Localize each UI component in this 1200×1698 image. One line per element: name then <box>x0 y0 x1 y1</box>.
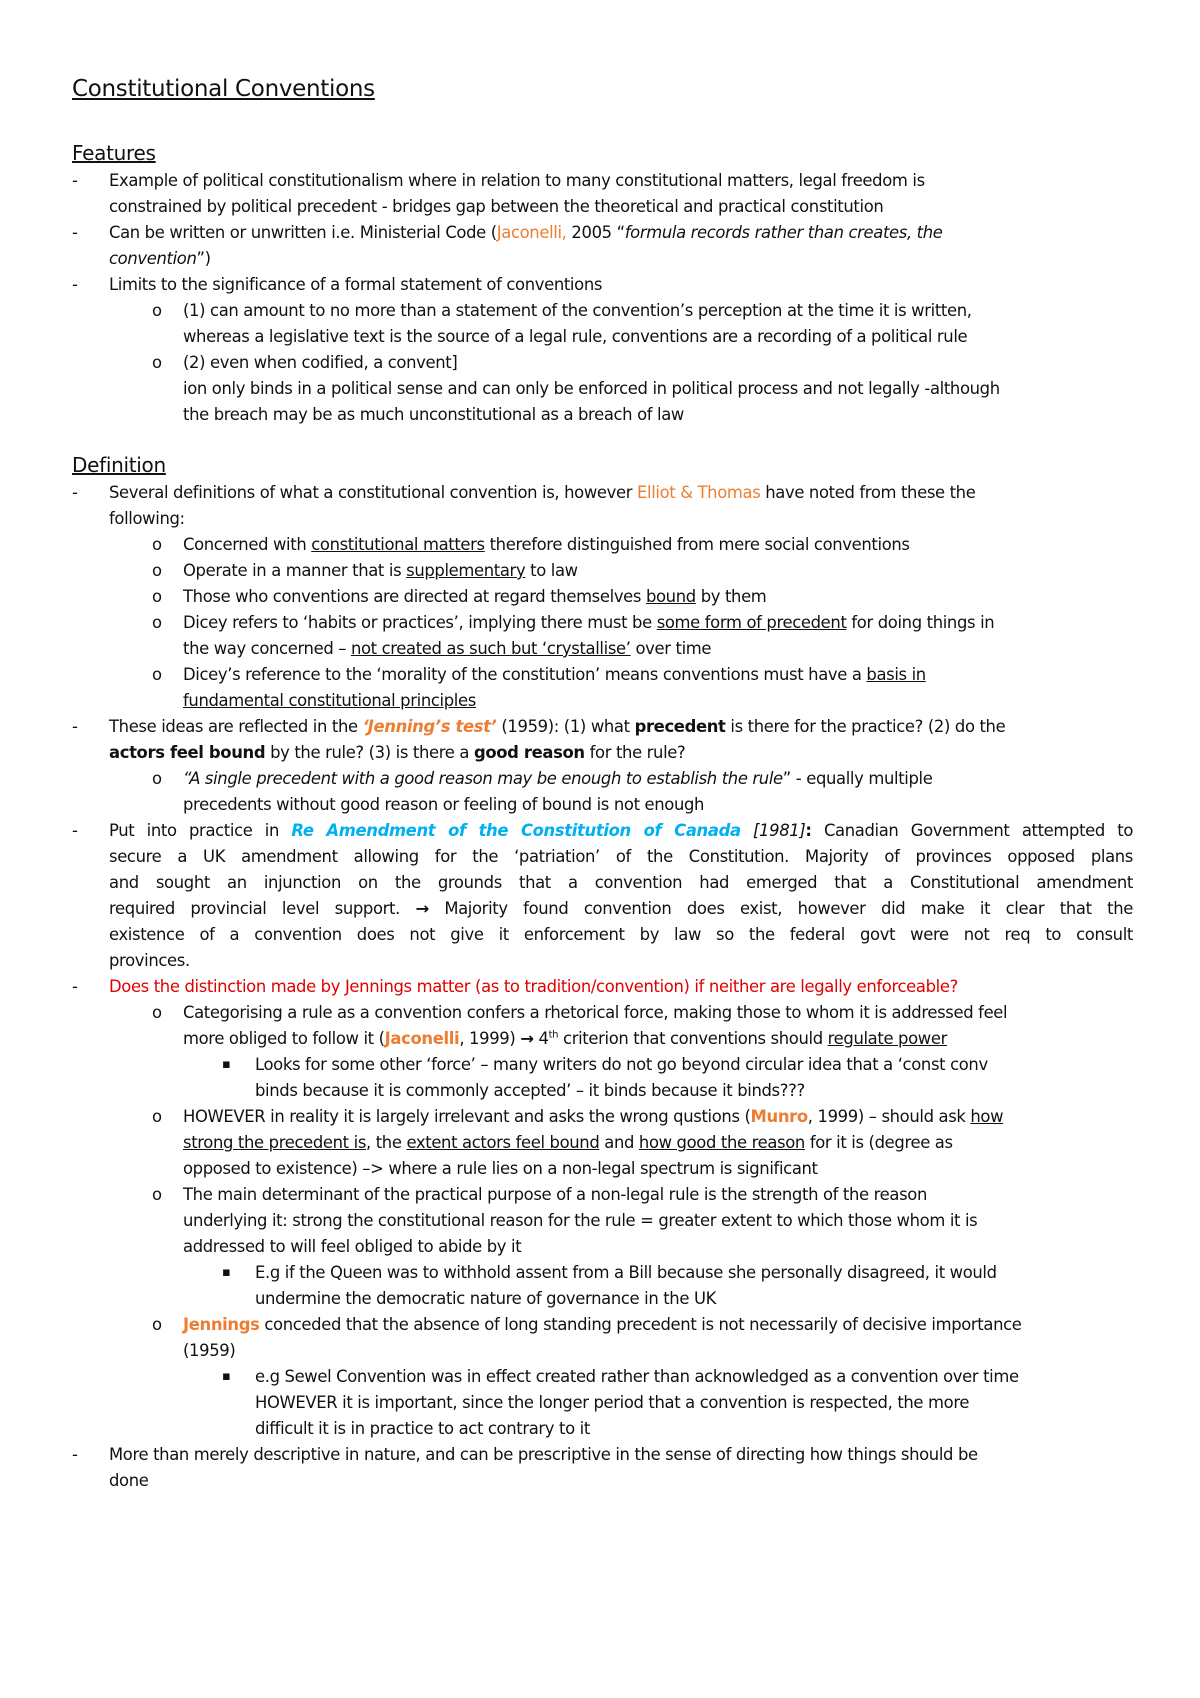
definition-point-2-sub-line-1: “A single precedent with a good reason may be enough to establish the rule” - equally multiple <box>183 769 933 788</box>
circle-bullet: o <box>152 301 163 320</box>
definition-point-3-line-5: existence of a convention does not give it enforcement by law so the federal govt were not req to consult <box>109 925 1133 944</box>
dash-bullet: - <box>72 483 78 502</box>
question-sub-1-square-line-1: Looks for some other ‘force’ – many writers do not go beyond circular idea that a ‘const conv <box>255 1055 988 1074</box>
jennings-test-label: ‘Jenning’s test’ <box>362 717 497 736</box>
features-sub-1-line-1: (1) can amount to no more than a statement of the convention’s perception at the time it is written, <box>183 301 972 320</box>
question-sub-4-line-1: Jennings conceded that the absence of long standing precedent is not necessarily of decisive importance <box>183 1315 1022 1334</box>
question-sub-3-line-1: The main determinant of the practical purpose of a non-legal rule is the strength of the reason <box>183 1185 927 1204</box>
features-heading: Features <box>72 141 156 165</box>
square-bullet: ▪ <box>222 1057 231 1072</box>
definition-point-2-sub-line-2: precedents without good reason or feeling of bound is not enough <box>183 795 705 814</box>
features-point-1-line-1: Example of political constitutionalism where in relation to many constitutional matters, legal freedom is <box>109 171 925 190</box>
definition-point-2-line-2: actors feel bound by the rule? (3) is there a good reason for the rule? <box>109 743 686 762</box>
definition-point-1-line-1: Several definitions of what a constitutional convention is, however Elliot & Thomas have noted from these the <box>109 483 976 502</box>
circle-bullet: o <box>152 1185 163 1204</box>
definition-question: Does the distinction made by Jennings matter (as to tradition/convention) if neither are legally enforceable? <box>109 977 958 996</box>
arrow-right-icon: → <box>415 899 429 918</box>
dash-bullet: - <box>72 1445 78 1464</box>
definition-sub-5-line-1: Dicey’s reference to the ‘morality of the constitution’ means conventions must have a basis in <box>183 665 926 684</box>
circle-bullet: o <box>152 535 163 554</box>
question-sub-2-line-1: HOWEVER in reality it is largely irrelevant and asks the wrong qustions (Munro, 1999) – should ask how <box>183 1107 1004 1126</box>
question-sub-2-line-3: opposed to existence) –> where a rule lies on a non-legal spectrum is significant <box>183 1159 818 1178</box>
circle-bullet: o <box>152 613 163 632</box>
circle-bullet: o <box>152 665 163 684</box>
question-sub-3-square-line-2: undermine the democratic nature of governance in the UK <box>255 1289 716 1308</box>
definition-point-3-line-4: required provincial level support. → Majority found convention does exist, however did make it clear that the <box>109 899 1133 918</box>
definition-point-1-line-2: following: <box>109 509 185 528</box>
dash-bullet: - <box>72 223 78 242</box>
definition-point-3-line-3: and sought an injunction on the grounds that a convention had emerged that a Constitutional amendment <box>109 873 1133 892</box>
author-jennings: Jennings <box>183 1315 260 1334</box>
square-bullet: ▪ <box>222 1369 231 1384</box>
features-sub-1-line-2: whereas a legislative text is the source of a legal rule, conventions are a recording of a political rule <box>183 327 968 346</box>
features-point-3-line-1: Limits to the significance of a formal statement of conventions <box>109 275 603 294</box>
definition-sub-3: Those who conventions are directed at regard themselves bound by them <box>183 587 767 606</box>
question-sub-4-square-line-1: e.g Sewel Convention was in effect created rather than acknowledged as a convention over time <box>255 1367 1019 1386</box>
definition-heading: Definition <box>72 453 166 477</box>
definition-point-3-line-2: secure a UK amendment allowing for the ‘patriation’ of the Constitution. Majority of provinces opposed plans <box>109 847 1133 866</box>
author-jaconelli: Jaconelli, <box>496 223 567 242</box>
definition-point-3-line-1: Put into practice in Re Amendment of the Constitution of Canada [1981]: Canadian Government attempted to <box>109 821 1134 840</box>
question-sub-3-square-line-1: E.g if the Queen was to withhold assent from a Bill because she personally disagreed, it would <box>255 1263 997 1282</box>
circle-bullet: o <box>152 769 163 788</box>
square-bullet: ▪ <box>222 1265 231 1280</box>
definition-point-5-line-1: More than merely descriptive in nature, and can be prescriptive in the sense of directing how things should be <box>109 1445 978 1464</box>
question-sub-1-line-2: more obliged to follow it (Jaconelli, 1999) → 4th criterion that conventions should regulate power <box>183 1029 947 1048</box>
circle-bullet: o <box>152 1107 163 1126</box>
features-sub-2-line-2: ion only binds in a political sense and can only be enforced in political process and not legally -although <box>183 379 1000 398</box>
definition-sub-5-line-2: fundamental constitutional principles <box>183 691 476 710</box>
dash-bullet: - <box>72 171 78 190</box>
question-sub-1-line-1: Categorising a rule as a convention confers a rhetorical force, making those to whom it is addressed feel <box>183 1003 1008 1022</box>
circle-bullet: o <box>152 1315 163 1334</box>
features-sub-2-line-3: the breach may be as much unconstitutional as a breach of law <box>183 405 684 424</box>
definition-sub-1: Concerned with constitutional matters therefore distinguished from mere social conventions <box>183 535 910 554</box>
question-sub-4-square-line-3: difficult it is in practice to act contrary to it <box>255 1419 590 1438</box>
author-jaconelli: Jaconelli <box>384 1029 460 1048</box>
author-munro: Munro <box>750 1107 808 1126</box>
definition-sub-2: Operate in a manner that is supplementary to law <box>183 561 578 580</box>
definition-sub-4-line-2: the way concerned – not created as such but ‘crystallise’ over time <box>183 639 712 658</box>
question-sub-3-line-2: underlying it: strong the constitutional reason for the rule = greater extent to which those whom it is <box>183 1211 978 1230</box>
circle-bullet: o <box>152 353 163 372</box>
dash-bullet: - <box>72 821 78 840</box>
features-point-1-line-2: constrained by political precedent - bridges gap between the theoretical and practical constitution <box>109 197 884 216</box>
question-sub-1-square-line-2: binds because it is commonly accepted’ – it binds because it binds??? <box>255 1081 805 1100</box>
circle-bullet: o <box>152 587 163 606</box>
definition-sub-4-line-1: Dicey refers to ‘habits or practices’, implying there must be some form of precedent for doing things in <box>183 613 995 632</box>
definition-point-2-line-1: These ideas are reflected in the ‘Jenning’s test’ (1959): (1) what precedent is there for the practice? (2) do the <box>109 717 1006 736</box>
features-sub-2-line-1: (2) even when codified, a convent] <box>183 353 458 372</box>
dash-bullet: - <box>72 977 78 996</box>
arrow-right-icon: → <box>520 1029 534 1048</box>
circle-bullet: o <box>152 1003 163 1022</box>
dash-bullet: - <box>72 717 78 736</box>
case-name: Re Amendment of the Constitution of Canada <box>291 821 741 840</box>
question-sub-4-line-2: (1959) <box>183 1341 236 1360</box>
features-point-2-line-2: convention”) <box>109 249 211 268</box>
question-sub-3-line-3: addressed to will feel obliged to abide by it <box>183 1237 522 1256</box>
dash-bullet: - <box>72 275 78 294</box>
question-sub-4-square-line-2: HOWEVER it is important, since the longer period that a convention is respected, the more <box>255 1393 970 1412</box>
document-title: Constitutional Conventions <box>72 76 375 102</box>
definition-point-3-line-6: provinces. <box>109 951 190 970</box>
question-sub-2-line-2: strong the precedent is, the extent actors feel bound and how good the reason for it is (degree as <box>183 1133 953 1152</box>
features-point-2-line-1: Can be written or unwritten i.e. Ministerial Code (Jaconelli, 2005 “formula records rather than creates, the <box>109 223 943 242</box>
authors-elliot-thomas: Elliot & Thomas <box>636 483 761 502</box>
definition-point-5-line-2: done <box>109 1471 149 1490</box>
circle-bullet: o <box>152 561 163 580</box>
